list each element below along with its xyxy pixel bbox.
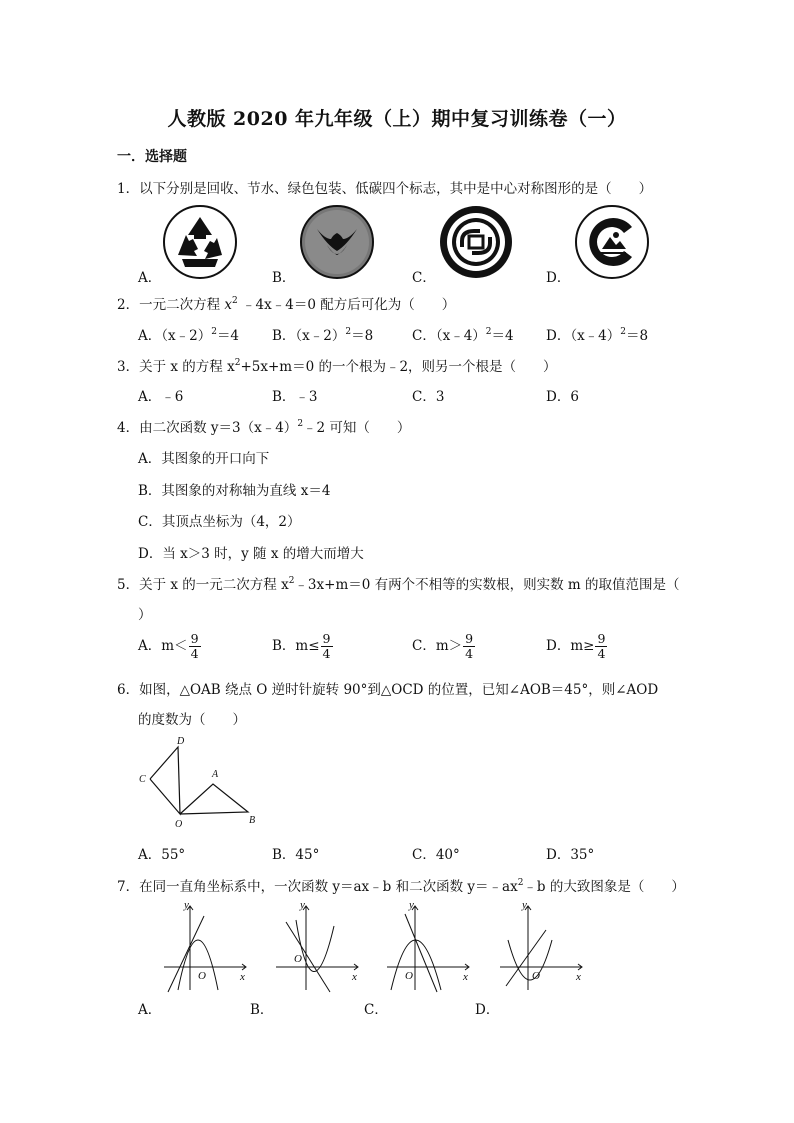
q7-option-d[interactable]: D． (475, 1002, 500, 1018)
origin-label: O (532, 970, 540, 982)
label-b: B (249, 815, 256, 826)
green-packaging-logo-icon (436, 205, 516, 281)
axis-y-label: y (522, 899, 527, 911)
axis-y-label: y (184, 899, 189, 911)
q1-option-d[interactable]: D． (546, 270, 571, 286)
question-5-text: 5．关于 x 的一元二次方程 $x^2﹣3x+m=0$ 有两个不相等的实数根，则实数 m 的取值范围是（ (117, 576, 680, 593)
q4-option-b[interactable]: B．其图象的对称轴为直线 x＝4 (138, 483, 331, 499)
axis-x-label: x (463, 971, 468, 983)
low-carbon-logo-icon (572, 205, 652, 281)
q7-option-b[interactable]: B． (250, 1002, 274, 1018)
axis-y-label: y (409, 899, 414, 911)
q7-option-a[interactable]: A． (138, 1002, 162, 1018)
axis-x-label: x (576, 971, 581, 983)
water-saving-logo-icon (297, 205, 377, 281)
question-6-text-line2: 的度数为（ ） (138, 712, 246, 728)
q3-option-d[interactable]: D．6 (546, 389, 579, 405)
fraction: $\frac{9}{4}$ (465, 631, 474, 661)
recycle-logo-icon (160, 205, 240, 281)
axis-y-label: y (300, 899, 305, 911)
label-a: A (212, 769, 219, 780)
label-o: O (175, 819, 183, 830)
q6-option-c[interactable]: C．40° (412, 847, 460, 863)
question-6-text: 6．如图，△OAB 绕点 O 逆时针旋转 90°到△OCD 的位置，已知∠AOB＝45°，则∠AOD (117, 682, 659, 698)
q4-option-d[interactable]: D．当 x＞3 时，y 随 x 的增大而增大 (138, 546, 364, 562)
q4-option-a[interactable]: A．其图象的开口向下 (138, 451, 270, 467)
question-4-text: 4．由二次函数 y＝3（x﹣4）$^2$﹣2 可知（ ） (117, 419, 411, 436)
label-c: C (139, 774, 146, 785)
q1-option-a[interactable]: A． (138, 270, 162, 286)
graph-b (272, 900, 364, 992)
q1-option-b[interactable]: B． (272, 270, 296, 286)
label-d: D (177, 736, 185, 747)
q7-option-c[interactable]: C． (364, 1002, 388, 1018)
q2-option-d[interactable]: D．（x﹣4）$^2$＝8 (546, 327, 649, 344)
q5-option-c[interactable]: C．m＞ $\frac{9}{4}$ (412, 631, 474, 661)
origin-label: O (198, 970, 206, 982)
rotation-triangle-figure (130, 732, 270, 832)
section-heading: 一．选择题 (117, 149, 187, 165)
q5-option-d[interactable]: D．m≥ $\frac{9}{4}$ (546, 631, 606, 661)
q1-option-c[interactable]: C． (412, 270, 436, 286)
q6-option-b[interactable]: B．45° (272, 847, 320, 863)
q5-option-b[interactable]: B．m≤ $\frac{9}{4}$ (272, 631, 331, 661)
q3-option-c[interactable]: C．3 (412, 389, 445, 405)
question-7-text: 7．在同一直角坐标系中，一次函数 y＝ax﹣b 和二次函数 $y=﹣ax^2﹣b$ 的大致图象是（ ） (117, 878, 685, 895)
q2-option-b[interactable]: B．（x﹣2）$^2$＝8 (272, 327, 374, 344)
question-5-text-line2: ） (138, 607, 152, 623)
origin-label: O (294, 953, 302, 965)
graph-a (160, 900, 252, 992)
q3-option-b[interactable]: B．﹣3 (272, 389, 318, 405)
graph-d (496, 900, 588, 992)
fraction: $\frac{9}{4}$ (322, 631, 331, 661)
page-title: 人教版 2020 年九年级（上）期中复习训练卷（一） (167, 108, 627, 130)
question-3-text: 3．关于 x 的方程 $x^2+5x+m=0$ 的一个根为﹣2，则另一个根是（ ） (117, 358, 557, 375)
question-1-text: 1．以下分别是回收、节水、绿色包装、低碳四个标志，其中是中心对称图形的是（ ） (117, 181, 653, 197)
q4-option-c[interactable]: C．其顶点坐标为（4，2） (138, 514, 301, 530)
axis-x-label: x (240, 971, 245, 983)
axis-x-label: x (352, 971, 357, 983)
fraction: $\frac{9}{4}$ (597, 631, 606, 661)
q2-option-a[interactable]: A．（x﹣2）$^2$＝4 (138, 327, 240, 344)
graph-c (383, 900, 475, 992)
q2-option-c[interactable]: C．（x﹣4）$^2$＝4 (412, 327, 514, 344)
fraction: $\frac{9}{4}$ (190, 631, 199, 661)
question-2-text: 2．一元二次方程 $x^2$ ﹣4x﹣4＝0 配方后可化为（ ） (117, 296, 456, 313)
origin-label: O (405, 970, 413, 982)
q3-option-a[interactable]: A．﹣6 (138, 389, 184, 405)
q6-option-d[interactable]: D．35° (546, 847, 595, 863)
q6-option-a[interactable]: A．55° (138, 847, 186, 863)
q5-option-a[interactable]: A．m＜ $\frac{9}{4}$ (138, 631, 199, 661)
